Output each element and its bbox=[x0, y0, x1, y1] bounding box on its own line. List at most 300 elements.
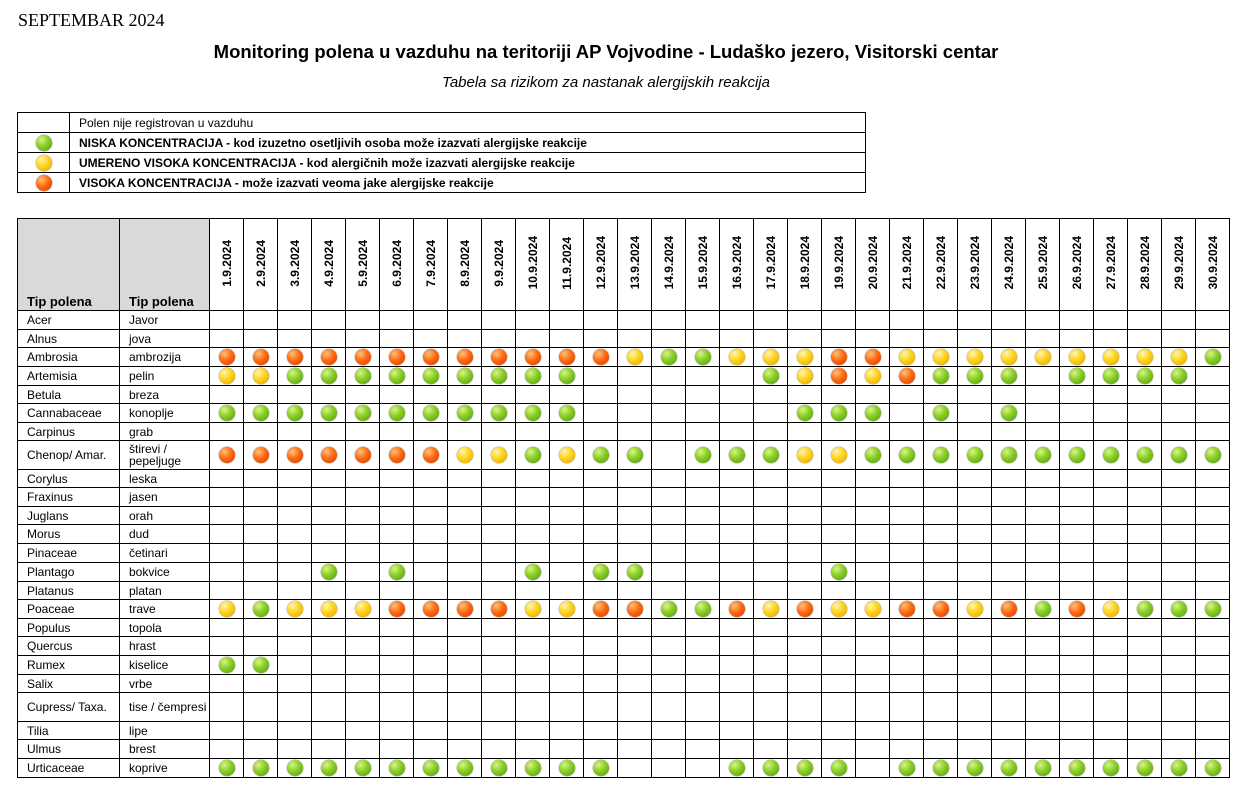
concentration-cell bbox=[1060, 367, 1094, 386]
concentration-cell bbox=[312, 507, 346, 525]
concentration-cell bbox=[346, 675, 380, 693]
concentration-cell bbox=[584, 637, 618, 656]
concentration-cell bbox=[414, 470, 448, 488]
concentration-cell bbox=[482, 656, 516, 675]
concentration-cell bbox=[822, 367, 856, 386]
date-label: 12.9.2024 bbox=[593, 236, 608, 290]
concentration-cell bbox=[1128, 348, 1162, 367]
concentration-cell bbox=[788, 488, 822, 507]
concentration-cell bbox=[1162, 544, 1196, 563]
green-dot-icon bbox=[491, 368, 507, 384]
concentration-cell bbox=[516, 740, 550, 759]
green-dot-icon bbox=[253, 405, 269, 421]
concentration-cell bbox=[1026, 693, 1060, 722]
concentration-cell bbox=[550, 488, 584, 507]
concentration-cell bbox=[584, 619, 618, 637]
concentration-cell bbox=[448, 386, 482, 404]
concentration-cell bbox=[992, 488, 1026, 507]
legend-level-label: UMERENO VISOKA KONCENTRACIJA bbox=[79, 155, 297, 170]
concentration-cell bbox=[482, 441, 516, 470]
concentration-cell bbox=[822, 544, 856, 563]
concentration-cell bbox=[448, 441, 482, 470]
table-header-row bbox=[18, 219, 1230, 311]
concentration-cell bbox=[414, 600, 448, 619]
concentration-cell bbox=[312, 404, 346, 423]
table-row bbox=[18, 507, 1230, 525]
concentration-cell bbox=[992, 330, 1026, 348]
orange-dot-icon bbox=[389, 447, 405, 463]
concentration-cell bbox=[312, 600, 346, 619]
concentration-cell bbox=[516, 423, 550, 441]
concentration-cell bbox=[1196, 600, 1230, 619]
concentration-cell bbox=[652, 619, 686, 637]
concentration-cell bbox=[754, 488, 788, 507]
concentration-cell bbox=[924, 675, 958, 693]
table-row bbox=[18, 367, 1230, 386]
green-dot-icon bbox=[1171, 447, 1187, 463]
concentration-cell bbox=[652, 470, 686, 488]
concentration-cell bbox=[924, 544, 958, 563]
concentration-cell bbox=[1094, 488, 1128, 507]
concentration-cell bbox=[958, 637, 992, 656]
concentration-cell bbox=[516, 348, 550, 367]
yellow-dot-icon bbox=[36, 155, 52, 171]
concentration-cell bbox=[1026, 740, 1060, 759]
concentration-cell bbox=[346, 404, 380, 423]
concentration-cell bbox=[788, 525, 822, 544]
green-dot-icon bbox=[287, 368, 303, 384]
concentration-cell bbox=[380, 404, 414, 423]
date-header bbox=[312, 219, 346, 311]
concentration-cell bbox=[210, 348, 244, 367]
green-dot-icon bbox=[1205, 760, 1221, 776]
concentration-cell bbox=[856, 525, 890, 544]
pollen-local-name: topola bbox=[120, 619, 210, 637]
concentration-cell bbox=[244, 367, 278, 386]
concentration-cell bbox=[1128, 470, 1162, 488]
yellow-dot-icon bbox=[763, 349, 779, 365]
concentration-cell bbox=[652, 367, 686, 386]
concentration-cell bbox=[1094, 330, 1128, 348]
concentration-cell bbox=[1026, 544, 1060, 563]
table-row bbox=[18, 582, 1230, 600]
concentration-cell bbox=[414, 693, 448, 722]
concentration-cell bbox=[1196, 759, 1230, 778]
concentration-cell bbox=[618, 740, 652, 759]
concentration-cell bbox=[1162, 470, 1196, 488]
orange-dot-icon bbox=[423, 601, 439, 617]
concentration-cell bbox=[210, 740, 244, 759]
date-header bbox=[856, 219, 890, 311]
concentration-cell bbox=[448, 525, 482, 544]
concentration-cell bbox=[686, 525, 720, 544]
concentration-cell bbox=[210, 367, 244, 386]
concentration-cell bbox=[1060, 619, 1094, 637]
concentration-cell bbox=[380, 740, 414, 759]
concentration-cell bbox=[1060, 582, 1094, 600]
date-label: 8.9.2024 bbox=[457, 239, 472, 287]
legend-description: Polen nije registrovan u vazduhu bbox=[79, 115, 254, 130]
concentration-cell bbox=[584, 656, 618, 675]
concentration-cell bbox=[618, 637, 652, 656]
date-label: 28.9.2024 bbox=[1137, 236, 1152, 290]
orange-dot-icon bbox=[321, 349, 337, 365]
concentration-cell bbox=[788, 470, 822, 488]
concentration-cell bbox=[278, 740, 312, 759]
concentration-cell bbox=[890, 582, 924, 600]
concentration-cell bbox=[312, 563, 346, 582]
concentration-cell bbox=[312, 386, 346, 404]
concentration-cell bbox=[788, 423, 822, 441]
concentration-cell bbox=[346, 311, 380, 330]
concentration-cell bbox=[380, 348, 414, 367]
green-dot-icon bbox=[967, 760, 983, 776]
concentration-cell bbox=[244, 311, 278, 330]
concentration-cell bbox=[584, 386, 618, 404]
concentration-cell bbox=[584, 544, 618, 563]
concentration-cell bbox=[346, 582, 380, 600]
table-row bbox=[18, 386, 1230, 404]
concentration-cell bbox=[312, 693, 346, 722]
pollen-local-name: grab bbox=[120, 423, 210, 441]
concentration-cell bbox=[448, 722, 482, 740]
concentration-cell bbox=[1196, 441, 1230, 470]
concentration-cell bbox=[856, 423, 890, 441]
concentration-cell bbox=[210, 619, 244, 637]
table-row bbox=[18, 740, 1230, 759]
concentration-cell bbox=[686, 441, 720, 470]
orange-dot-icon bbox=[933, 601, 949, 617]
pollen-latin-name: Artemisia bbox=[18, 367, 120, 386]
pollen-latin-name: Tilia bbox=[18, 722, 120, 740]
concentration-cell bbox=[992, 693, 1026, 722]
pollen-local-name: štirevi / pepeljuge bbox=[120, 441, 210, 470]
concentration-cell bbox=[958, 348, 992, 367]
concentration-cell bbox=[584, 722, 618, 740]
pollen-local-name: koprive bbox=[120, 759, 210, 778]
concentration-cell bbox=[414, 423, 448, 441]
concentration-cell bbox=[754, 637, 788, 656]
concentration-cell bbox=[1060, 348, 1094, 367]
concentration-cell bbox=[244, 488, 278, 507]
concentration-cell bbox=[992, 311, 1026, 330]
concentration-cell bbox=[1060, 386, 1094, 404]
pollen-latin-name: Quercus bbox=[18, 637, 120, 656]
green-dot-icon bbox=[525, 760, 541, 776]
green-dot-icon bbox=[559, 405, 575, 421]
concentration-cell bbox=[244, 759, 278, 778]
concentration-cell bbox=[210, 441, 244, 470]
concentration-cell bbox=[992, 740, 1026, 759]
yellow-dot-icon bbox=[933, 349, 949, 365]
concentration-cell bbox=[992, 386, 1026, 404]
yellow-dot-icon bbox=[729, 349, 745, 365]
yellow-dot-icon bbox=[627, 349, 643, 365]
yellow-dot-icon bbox=[457, 447, 473, 463]
concentration-cell bbox=[1060, 656, 1094, 675]
green-dot-icon bbox=[355, 405, 371, 421]
orange-dot-icon bbox=[423, 447, 439, 463]
pollen-latin-name: Platanus bbox=[18, 582, 120, 600]
concentration-cell bbox=[890, 423, 924, 441]
concentration-cell bbox=[720, 386, 754, 404]
orange-dot-icon bbox=[831, 368, 847, 384]
concentration-cell bbox=[856, 563, 890, 582]
pollen-local-name: jova bbox=[120, 330, 210, 348]
concentration-cell bbox=[1196, 330, 1230, 348]
concentration-cell bbox=[856, 348, 890, 367]
pollen-local-name: kiselice bbox=[120, 656, 210, 675]
green-dot-icon bbox=[763, 760, 779, 776]
green-dot-icon bbox=[321, 405, 337, 421]
concentration-cell bbox=[890, 544, 924, 563]
concentration-cell bbox=[924, 693, 958, 722]
concentration-cell bbox=[516, 600, 550, 619]
green-dot-icon bbox=[1069, 368, 1085, 384]
concentration-cell bbox=[1094, 563, 1128, 582]
concentration-cell bbox=[890, 722, 924, 740]
concentration-cell bbox=[482, 600, 516, 619]
concentration-cell bbox=[618, 544, 652, 563]
concentration-cell bbox=[210, 600, 244, 619]
date-header bbox=[1196, 219, 1230, 311]
concentration-cell bbox=[278, 311, 312, 330]
concentration-cell bbox=[482, 386, 516, 404]
green-dot-icon bbox=[525, 405, 541, 421]
concentration-cell bbox=[448, 675, 482, 693]
concentration-cell bbox=[1026, 488, 1060, 507]
concentration-cell bbox=[346, 759, 380, 778]
date-header bbox=[1060, 219, 1094, 311]
concentration-cell bbox=[278, 619, 312, 637]
concentration-cell bbox=[822, 386, 856, 404]
concentration-cell bbox=[788, 656, 822, 675]
orange-dot-icon bbox=[899, 601, 915, 617]
concentration-cell bbox=[924, 311, 958, 330]
concentration-cell bbox=[992, 759, 1026, 778]
green-dot-icon bbox=[491, 405, 507, 421]
orange-dot-icon bbox=[525, 349, 541, 365]
green-dot-icon bbox=[559, 368, 575, 384]
concentration-cell bbox=[822, 470, 856, 488]
concentration-cell bbox=[482, 619, 516, 637]
green-dot-icon bbox=[695, 447, 711, 463]
green-dot-icon bbox=[491, 760, 507, 776]
yellow-dot-icon bbox=[219, 368, 235, 384]
concentration-cell bbox=[652, 637, 686, 656]
date-label: 2.9.2024 bbox=[253, 239, 268, 287]
pollen-local-name: lipe bbox=[120, 722, 210, 740]
concentration-cell bbox=[448, 563, 482, 582]
concentration-cell bbox=[652, 740, 686, 759]
concentration-cell bbox=[652, 404, 686, 423]
concentration-cell bbox=[686, 348, 720, 367]
concentration-cell bbox=[1162, 675, 1196, 693]
concentration-cell bbox=[890, 367, 924, 386]
concentration-cell bbox=[516, 656, 550, 675]
concentration-cell bbox=[516, 619, 550, 637]
concentration-cell bbox=[380, 330, 414, 348]
header-latin: Tip polena bbox=[18, 219, 120, 311]
legend-row bbox=[18, 173, 866, 193]
concentration-cell bbox=[1162, 582, 1196, 600]
concentration-cell bbox=[516, 507, 550, 525]
yellow-dot-icon bbox=[559, 447, 575, 463]
green-dot-icon bbox=[389, 368, 405, 384]
pollen-latin-name: Populus bbox=[18, 619, 120, 637]
concentration-cell bbox=[618, 507, 652, 525]
concentration-cell bbox=[1128, 330, 1162, 348]
concentration-cell bbox=[1094, 311, 1128, 330]
concentration-cell bbox=[992, 525, 1026, 544]
concentration-cell bbox=[958, 582, 992, 600]
concentration-cell bbox=[1196, 544, 1230, 563]
yellow-dot-icon bbox=[1001, 349, 1017, 365]
concentration-cell bbox=[312, 619, 346, 637]
concentration-cell bbox=[958, 311, 992, 330]
concentration-cell bbox=[414, 488, 448, 507]
concentration-cell bbox=[380, 582, 414, 600]
concentration-cell bbox=[1094, 722, 1128, 740]
concentration-cell bbox=[244, 637, 278, 656]
concentration-cell bbox=[278, 348, 312, 367]
concentration-cell bbox=[1162, 330, 1196, 348]
concentration-cell bbox=[1196, 311, 1230, 330]
concentration-cell bbox=[448, 507, 482, 525]
green-dot-icon bbox=[729, 760, 745, 776]
table-row bbox=[18, 619, 1230, 637]
concentration-cell bbox=[652, 582, 686, 600]
concentration-cell bbox=[618, 525, 652, 544]
concentration-cell bbox=[278, 600, 312, 619]
green-dot-icon bbox=[831, 760, 847, 776]
date-header bbox=[244, 219, 278, 311]
concentration-cell bbox=[210, 525, 244, 544]
concentration-cell bbox=[278, 404, 312, 423]
concentration-cell bbox=[652, 656, 686, 675]
concentration-cell bbox=[312, 441, 346, 470]
concentration-cell bbox=[652, 525, 686, 544]
concentration-cell bbox=[550, 582, 584, 600]
concentration-cell bbox=[754, 386, 788, 404]
concentration-cell bbox=[720, 722, 754, 740]
concentration-cell bbox=[1026, 348, 1060, 367]
concentration-cell bbox=[1128, 600, 1162, 619]
concentration-cell bbox=[414, 348, 448, 367]
concentration-cell bbox=[1128, 386, 1162, 404]
concentration-cell bbox=[1162, 441, 1196, 470]
concentration-cell bbox=[1026, 563, 1060, 582]
concentration-cell bbox=[210, 404, 244, 423]
concentration-cell bbox=[720, 656, 754, 675]
table-row bbox=[18, 348, 1230, 367]
pollen-latin-name: Pinaceae bbox=[18, 544, 120, 563]
green-dot-icon bbox=[1137, 447, 1153, 463]
concentration-cell bbox=[482, 582, 516, 600]
concentration-cell bbox=[1196, 525, 1230, 544]
yellow-dot-icon bbox=[967, 349, 983, 365]
date-header bbox=[1128, 219, 1162, 311]
pollen-local-name: breza bbox=[120, 386, 210, 404]
concentration-cell bbox=[720, 600, 754, 619]
date-header bbox=[822, 219, 856, 311]
concentration-cell bbox=[516, 722, 550, 740]
pollen-local-name: tise / čempresi bbox=[120, 693, 210, 722]
concentration-cell bbox=[278, 675, 312, 693]
concentration-cell bbox=[890, 619, 924, 637]
concentration-cell bbox=[482, 348, 516, 367]
concentration-cell bbox=[822, 563, 856, 582]
concentration-cell bbox=[890, 637, 924, 656]
pollen-local-name: leska bbox=[120, 470, 210, 488]
orange-dot-icon bbox=[219, 349, 235, 365]
concentration-cell bbox=[890, 386, 924, 404]
concentration-cell bbox=[822, 656, 856, 675]
concentration-cell bbox=[618, 386, 652, 404]
concentration-cell bbox=[618, 722, 652, 740]
concentration-cell bbox=[822, 675, 856, 693]
concentration-cell bbox=[924, 367, 958, 386]
concentration-cell bbox=[482, 470, 516, 488]
green-dot-icon bbox=[933, 405, 949, 421]
green-dot-icon bbox=[219, 760, 235, 776]
concentration-cell bbox=[890, 600, 924, 619]
yellow-dot-icon bbox=[797, 349, 813, 365]
green-dot-icon bbox=[457, 368, 473, 384]
concentration-cell bbox=[414, 441, 448, 470]
pollen-latin-name: Poaceae bbox=[18, 600, 120, 619]
green-dot-icon bbox=[627, 564, 643, 580]
yellow-dot-icon bbox=[559, 601, 575, 617]
date-header bbox=[788, 219, 822, 311]
orange-dot-icon bbox=[287, 447, 303, 463]
green-dot-icon bbox=[967, 447, 983, 463]
concentration-cell bbox=[686, 656, 720, 675]
concentration-cell bbox=[822, 740, 856, 759]
concentration-cell bbox=[346, 488, 380, 507]
concentration-cell bbox=[346, 386, 380, 404]
concentration-cell bbox=[618, 423, 652, 441]
concentration-cell bbox=[720, 330, 754, 348]
concentration-cell bbox=[1128, 311, 1162, 330]
concentration-cell bbox=[618, 656, 652, 675]
orange-dot-icon bbox=[729, 601, 745, 617]
legend-text bbox=[70, 173, 866, 193]
green-dot-icon bbox=[763, 368, 779, 384]
concentration-cell bbox=[1128, 525, 1162, 544]
concentration-cell bbox=[584, 488, 618, 507]
concentration-cell bbox=[414, 563, 448, 582]
concentration-cell bbox=[1026, 470, 1060, 488]
concentration-cell bbox=[448, 693, 482, 722]
concentration-cell bbox=[856, 404, 890, 423]
table-row bbox=[18, 656, 1230, 675]
concentration-cell bbox=[754, 693, 788, 722]
concentration-cell bbox=[856, 367, 890, 386]
green-dot-icon bbox=[593, 564, 609, 580]
concentration-cell bbox=[380, 637, 414, 656]
green-dot-icon bbox=[797, 760, 813, 776]
pollen-latin-name: Juglans bbox=[18, 507, 120, 525]
concentration-cell bbox=[1128, 423, 1162, 441]
table-row bbox=[18, 637, 1230, 656]
date-header bbox=[346, 219, 380, 311]
legend-description: - kod izuzetno osetljivih osoba može izazvati alergijske reakcije bbox=[222, 135, 587, 150]
concentration-cell bbox=[414, 675, 448, 693]
concentration-cell bbox=[822, 722, 856, 740]
green-dot-icon bbox=[933, 760, 949, 776]
concentration-cell bbox=[1196, 637, 1230, 656]
